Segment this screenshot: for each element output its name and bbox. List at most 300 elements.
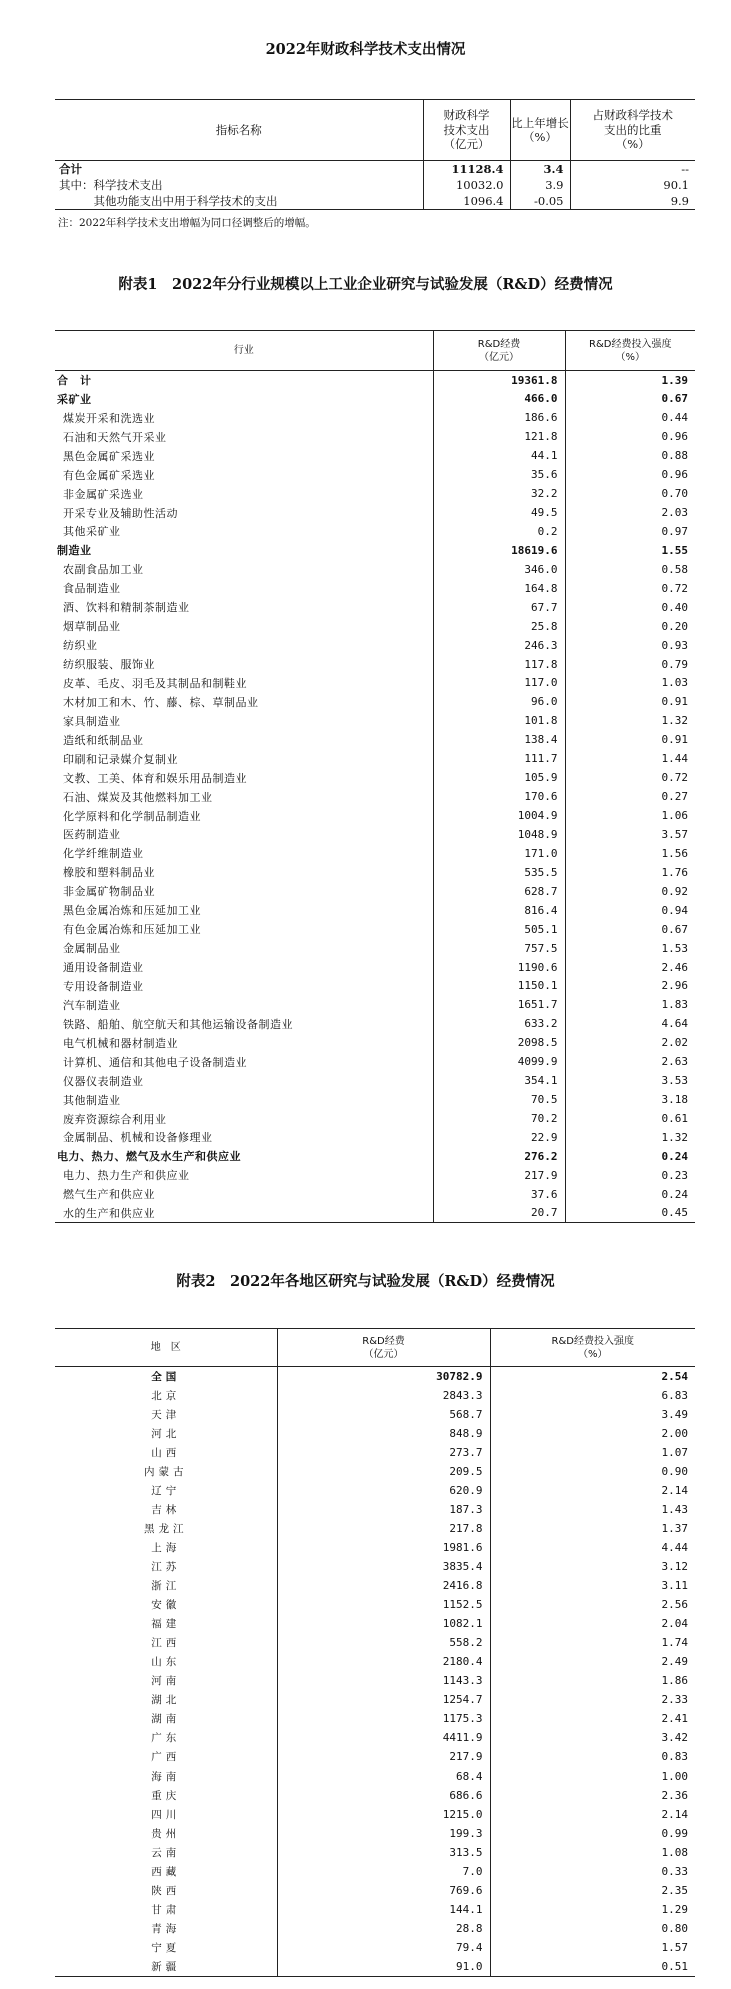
table-row xyxy=(55,177,695,193)
row-value: 0.33 xyxy=(490,1862,695,1881)
table-row xyxy=(55,711,695,730)
row-label: 海南 xyxy=(151,1770,181,1783)
row-label: 农副食品加工业 xyxy=(63,563,144,577)
row-value: 96.0 xyxy=(433,692,565,711)
row-value: 1.57 xyxy=(490,1938,695,1957)
row-value: 2.56 xyxy=(490,1595,695,1614)
row-value: 2.00 xyxy=(490,1424,695,1443)
row-label: 专用设备制造业 xyxy=(63,979,144,993)
table-row xyxy=(55,863,695,882)
row-value: 0.24 xyxy=(565,1147,695,1166)
appendix2-title: 附表2 2022年各地区研究与试验发展（R&D）经费情况 xyxy=(176,1273,555,1290)
row-value: -- xyxy=(570,161,695,178)
row-value: 466.0 xyxy=(433,389,565,408)
row-value: 28.8 xyxy=(277,1919,490,1938)
row-label: 皮革、毛皮、羽毛及其制品和制鞋业 xyxy=(63,676,247,690)
row-value: 0.94 xyxy=(565,901,695,920)
table-row xyxy=(55,844,695,863)
table-row xyxy=(55,1938,695,1957)
table-row xyxy=(55,1652,695,1671)
row-value: 4.64 xyxy=(565,1014,695,1033)
row-label: 电力、热力、燃气及水生产和供应业 xyxy=(57,1150,241,1164)
table-row xyxy=(55,995,695,1014)
row-value: 0.72 xyxy=(565,768,695,787)
row-label: 黑色金属矿采选业 xyxy=(63,449,155,463)
row-value: 1215.0 xyxy=(277,1805,490,1824)
row-value: 535.5 xyxy=(433,863,565,882)
row-label: 重庆 xyxy=(151,1789,181,1802)
row-label: 宁夏 xyxy=(151,1941,181,1954)
table-row xyxy=(55,1805,695,1824)
row-label: 湖南 xyxy=(151,1713,181,1726)
row-value: 558.2 xyxy=(277,1633,490,1652)
row-value: 0.96 xyxy=(565,427,695,446)
row-label: 纺织服装、服饰业 xyxy=(63,658,155,672)
row-label: 铁路、船舶、航空航天和其他运输设备制造业 xyxy=(63,1017,293,1031)
row-label: 福建 xyxy=(151,1618,181,1631)
row-value: 199.3 xyxy=(277,1824,490,1843)
row-label: 河北 xyxy=(151,1427,181,1440)
row-value: 633.2 xyxy=(433,1014,565,1033)
row-value: 686.6 xyxy=(277,1786,490,1805)
row-value: 1.37 xyxy=(490,1519,695,1538)
table-row xyxy=(55,598,695,617)
row-value: 32.2 xyxy=(433,484,565,503)
table-row xyxy=(55,541,695,560)
table-row xyxy=(55,1824,695,1843)
row-value: 1.44 xyxy=(565,749,695,768)
row-value: 1254.7 xyxy=(277,1690,490,1709)
table-row xyxy=(55,1671,695,1690)
row-value: 0.93 xyxy=(565,636,695,655)
row-label: 造纸和纸制品业 xyxy=(63,733,144,747)
row-value: 848.9 xyxy=(277,1424,490,1443)
row-value: 568.7 xyxy=(277,1405,490,1424)
table-row xyxy=(55,1881,695,1900)
row-value: 67.7 xyxy=(433,598,565,617)
row-value: 2.36 xyxy=(490,1786,695,1805)
row-value: 101.8 xyxy=(433,711,565,730)
row-value: 1.74 xyxy=(490,1633,695,1652)
row-value: 2098.5 xyxy=(433,1033,565,1052)
row-value: 1004.9 xyxy=(433,806,565,825)
row-label: 四川 xyxy=(151,1808,181,1821)
row-value: 2.49 xyxy=(490,1652,695,1671)
table-row xyxy=(55,161,695,178)
row-value: 3.12 xyxy=(490,1557,695,1576)
table-note: 注：2022年科学技术支出增幅为同口径调整后的增幅。 xyxy=(58,217,316,229)
row-label: 石油、煤炭及其他燃料加工业 xyxy=(63,790,213,804)
row-label: 采矿业 xyxy=(57,392,92,406)
table-row xyxy=(55,1405,695,1424)
table-row xyxy=(55,1900,695,1919)
row-value: 1096.4 xyxy=(423,193,510,210)
row-label: 合 计 xyxy=(57,374,92,388)
row-value: 2.14 xyxy=(490,1805,695,1824)
table-row xyxy=(55,193,695,210)
row-value: 2.96 xyxy=(565,977,695,996)
row-label: 燃气生产和供应业 xyxy=(63,1188,155,1202)
table-header-row xyxy=(55,331,695,371)
row-value: 1143.3 xyxy=(277,1671,490,1690)
row-label: 化学原料和化学制品制造业 xyxy=(63,809,201,823)
table-row xyxy=(55,1557,695,1576)
row-value: 30782.9 xyxy=(277,1367,490,1386)
row-label: 西藏 xyxy=(151,1865,181,1878)
row-value: 138.4 xyxy=(433,730,565,749)
row-label: 其他制造业 xyxy=(63,1093,121,1107)
row-label: 云南 xyxy=(151,1846,181,1859)
row-label: 山西 xyxy=(151,1446,181,1459)
table-row xyxy=(55,1109,695,1128)
table-row xyxy=(55,371,695,390)
row-value: 346.0 xyxy=(433,560,565,579)
row-value: 117.8 xyxy=(433,655,565,674)
row-label: 电气机械和器材制造业 xyxy=(63,1036,178,1050)
row-value: 0.23 xyxy=(565,1166,695,1185)
row-value: 3.49 xyxy=(490,1405,695,1424)
row-value: 1175.3 xyxy=(277,1709,490,1728)
row-value: 0.91 xyxy=(565,730,695,749)
table-row xyxy=(55,1595,695,1614)
header-share: 占财政科学技术 支出的比重 （%） xyxy=(570,100,695,161)
table-row xyxy=(55,1786,695,1805)
row-value: 170.6 xyxy=(433,787,565,806)
row-value: 44.1 xyxy=(433,446,565,465)
row-value: 0.91 xyxy=(565,692,695,711)
row-label: 湖北 xyxy=(151,1694,181,1707)
row-value: 0.2 xyxy=(433,522,565,541)
row-label: 贵州 xyxy=(151,1827,181,1840)
row-value: 70.5 xyxy=(433,1090,565,1109)
header-rd-expenditure: R&D经费 （亿元） xyxy=(433,331,565,371)
row-value: 1981.6 xyxy=(277,1538,490,1557)
table-row xyxy=(55,977,695,996)
row-value: 4099.9 xyxy=(433,1052,565,1071)
row-value: 3.57 xyxy=(565,825,695,844)
row-value: 2416.8 xyxy=(277,1576,490,1595)
row-value: 0.61 xyxy=(565,1109,695,1128)
row-value: 1.83 xyxy=(565,995,695,1014)
row-label: 青海 xyxy=(151,1922,181,1935)
table-row xyxy=(55,465,695,484)
row-label: 其中：科学技术支出 xyxy=(59,178,163,192)
row-value: 0.20 xyxy=(565,617,695,636)
table-row xyxy=(55,1538,695,1557)
table-row xyxy=(55,1843,695,1862)
row-value: 68.4 xyxy=(277,1766,490,1785)
row-value: 1.07 xyxy=(490,1443,695,1462)
row-value: 757.5 xyxy=(433,939,565,958)
row-value: 70.2 xyxy=(433,1109,565,1128)
row-label: 辽宁 xyxy=(151,1484,181,1497)
row-value: 18619.6 xyxy=(433,541,565,560)
table-row xyxy=(55,1576,695,1595)
table-row xyxy=(55,882,695,901)
appendix1-title: 附表1 2022年分行业规模以上工业企业研究与试验发展（R&D）经费情况 xyxy=(118,276,613,293)
table-row xyxy=(55,503,695,522)
row-label: 陕西 xyxy=(151,1884,181,1897)
row-value: 1.06 xyxy=(565,806,695,825)
row-label: 其他采矿业 xyxy=(63,525,121,539)
row-value: 1.53 xyxy=(565,939,695,958)
row-label: 纺织业 xyxy=(63,639,98,653)
row-label: 医药制造业 xyxy=(63,828,121,842)
table-row xyxy=(55,787,695,806)
row-label: 印刷和记录媒介复制业 xyxy=(63,752,178,766)
row-label: 全国 xyxy=(151,1370,181,1383)
row-value: 1150.1 xyxy=(433,977,565,996)
row-label: 山东 xyxy=(151,1656,181,1669)
row-label: 上海 xyxy=(151,1541,181,1554)
row-value: 9.9 xyxy=(570,193,695,210)
row-value: 2.35 xyxy=(490,1881,695,1900)
row-value: 2.41 xyxy=(490,1709,695,1728)
table-row xyxy=(55,636,695,655)
row-value: 0.99 xyxy=(490,1824,695,1843)
table-row xyxy=(55,1690,695,1709)
row-value: 217.9 xyxy=(433,1166,565,1185)
row-value: 505.1 xyxy=(433,920,565,939)
row-value: 0.96 xyxy=(565,465,695,484)
row-value: 0.80 xyxy=(490,1919,695,1938)
row-value: 2843.3 xyxy=(277,1386,490,1405)
row-label: 甘肃 xyxy=(151,1903,181,1916)
header-rd-intensity: R&D经费投入强度 （%） xyxy=(565,331,695,371)
row-label: 合计 xyxy=(59,162,82,176)
row-value: 209.5 xyxy=(277,1462,490,1481)
row-label: 河南 xyxy=(151,1675,181,1688)
row-value: 3.4 xyxy=(510,161,570,178)
table-row xyxy=(55,901,695,920)
row-value: 79.4 xyxy=(277,1938,490,1957)
row-value: 4.44 xyxy=(490,1538,695,1557)
table-row xyxy=(55,1014,695,1033)
table-row xyxy=(55,446,695,465)
table-row xyxy=(55,1386,695,1405)
row-value: 7.0 xyxy=(277,1862,490,1881)
row-value: 111.7 xyxy=(433,749,565,768)
row-value: 0.79 xyxy=(565,655,695,674)
table-header-row xyxy=(55,100,695,161)
row-value: 2.54 xyxy=(490,1367,695,1386)
row-value: 2.04 xyxy=(490,1614,695,1633)
row-label: 天津 xyxy=(151,1408,181,1421)
row-label: 制造业 xyxy=(57,544,92,558)
fiscal-tech-expenditure-table xyxy=(55,99,695,210)
row-label: 橡胶和塑料制品业 xyxy=(63,866,155,880)
row-value: 3.53 xyxy=(565,1071,695,1090)
row-label: 其他功能支出中用于科学技术的支出 xyxy=(59,194,278,208)
row-value: 1.55 xyxy=(565,541,695,560)
row-label: 开采专业及辅助性活动 xyxy=(63,506,178,520)
page-title: 2022年财政科学技术支出情况 xyxy=(265,41,466,58)
header-region: 地 区 xyxy=(150,1342,181,1353)
table-row xyxy=(55,1766,695,1785)
row-label: 金属制品业 xyxy=(63,942,121,956)
table-row xyxy=(55,749,695,768)
row-label: 水的生产和供应业 xyxy=(63,1206,155,1220)
row-value: 0.83 xyxy=(490,1747,695,1766)
row-label: 吉林 xyxy=(151,1503,181,1516)
table-row xyxy=(55,1957,695,1976)
row-value: 1152.5 xyxy=(277,1595,490,1614)
header-indicator-name: 指标名称 xyxy=(215,122,262,137)
row-value: 3.42 xyxy=(490,1728,695,1747)
table-row xyxy=(55,617,695,636)
row-label: 黑色金属冶炼和压延加工业 xyxy=(63,904,201,918)
row-value: 0.24 xyxy=(565,1185,695,1204)
row-value: 276.2 xyxy=(433,1147,565,1166)
row-label: 内蒙古 xyxy=(144,1465,188,1478)
row-value: 816.4 xyxy=(433,901,565,920)
table-row xyxy=(55,408,695,427)
row-value: 0.40 xyxy=(565,598,695,617)
row-value: 2180.4 xyxy=(277,1652,490,1671)
row-value: 769.6 xyxy=(277,1881,490,1900)
header-growth: 比上年增长 （%） xyxy=(510,100,570,161)
row-value: 217.8 xyxy=(277,1519,490,1538)
row-label: 浙江 xyxy=(151,1580,181,1593)
table-row xyxy=(55,1519,695,1538)
table-row xyxy=(55,1614,695,1633)
table-row xyxy=(55,1462,695,1481)
row-label: 广东 xyxy=(151,1732,181,1745)
table-row xyxy=(55,1128,695,1147)
row-value: 1.56 xyxy=(565,844,695,863)
row-label: 有色金属冶炼和压延加工业 xyxy=(63,923,201,937)
row-value: 117.0 xyxy=(433,674,565,693)
row-value: 1.08 xyxy=(490,1843,695,1862)
table-row xyxy=(55,1166,695,1185)
row-value: 37.6 xyxy=(433,1185,565,1204)
table-row xyxy=(55,1709,695,1728)
row-value: 0.58 xyxy=(565,560,695,579)
row-value: 1.32 xyxy=(565,711,695,730)
row-value: 186.6 xyxy=(433,408,565,427)
table-row xyxy=(55,1147,695,1166)
row-label: 北京 xyxy=(151,1389,181,1402)
row-value: 1.03 xyxy=(565,674,695,693)
row-label: 安徽 xyxy=(151,1599,181,1612)
row-value: 0.51 xyxy=(490,1957,695,1976)
table-row xyxy=(55,1919,695,1938)
row-value: 121.8 xyxy=(433,427,565,446)
table-row xyxy=(55,560,695,579)
row-label: 通用设备制造业 xyxy=(63,961,144,975)
table-row xyxy=(55,1728,695,1747)
table-row xyxy=(55,1185,695,1204)
table-row xyxy=(55,958,695,977)
row-label: 广西 xyxy=(151,1751,181,1764)
row-value: 19361.8 xyxy=(433,371,565,390)
header-rd-intensity: R&D经费投入强度 （%） xyxy=(490,1329,695,1367)
row-value: 1.32 xyxy=(565,1128,695,1147)
row-value: 0.45 xyxy=(565,1204,695,1223)
row-label: 文教、工美、体育和娱乐用品制造业 xyxy=(63,771,247,785)
row-value: 1.29 xyxy=(490,1900,695,1919)
table-row xyxy=(55,1633,695,1652)
table-row xyxy=(55,825,695,844)
row-value: 313.5 xyxy=(277,1843,490,1862)
row-value: 171.0 xyxy=(433,844,565,863)
row-value: 0.67 xyxy=(565,920,695,939)
row-label: 电力、热力生产和供应业 xyxy=(63,1169,190,1183)
table-header-row xyxy=(55,1329,695,1367)
row-value: 1082.1 xyxy=(277,1614,490,1633)
industry-rd-table xyxy=(55,330,695,1223)
table-row xyxy=(55,939,695,958)
row-value: 22.9 xyxy=(433,1128,565,1147)
table-row xyxy=(55,1033,695,1052)
row-value: 0.27 xyxy=(565,787,695,806)
row-value: 0.72 xyxy=(565,579,695,598)
table-row xyxy=(55,768,695,787)
row-value: -0.05 xyxy=(510,193,570,210)
row-label: 烟草制品业 xyxy=(63,620,121,634)
row-value: 0.90 xyxy=(490,1462,695,1481)
row-value: 3.9 xyxy=(510,177,570,193)
row-label: 有色金属矿采选业 xyxy=(63,468,155,482)
row-label: 化学纤维制造业 xyxy=(63,847,144,861)
row-label: 非金属矿物制品业 xyxy=(63,885,155,899)
row-value: 1651.7 xyxy=(433,995,565,1014)
table-row xyxy=(55,1071,695,1090)
row-label: 废弃资源综合利用业 xyxy=(63,1112,167,1126)
table-row xyxy=(55,920,695,939)
table-row xyxy=(55,655,695,674)
table-row xyxy=(55,484,695,503)
row-value: 25.8 xyxy=(433,617,565,636)
row-value: 2.46 xyxy=(565,958,695,977)
row-value: 620.9 xyxy=(277,1481,490,1500)
row-value: 20.7 xyxy=(433,1204,565,1223)
table-row xyxy=(55,806,695,825)
row-value: 1.76 xyxy=(565,863,695,882)
table-row xyxy=(55,1443,695,1462)
table-row xyxy=(55,1500,695,1519)
table-row xyxy=(55,730,695,749)
header-rd-expenditure: R&D经费 （亿元） xyxy=(277,1329,490,1367)
row-label: 金属制品、机械和设备修理业 xyxy=(63,1131,213,1145)
row-value: 0.70 xyxy=(565,484,695,503)
row-label: 煤炭开采和洗选业 xyxy=(63,411,155,425)
row-label: 汽车制造业 xyxy=(63,998,121,1012)
table-row xyxy=(55,427,695,446)
table-row xyxy=(55,1090,695,1109)
row-value: 2.14 xyxy=(490,1481,695,1500)
table-row xyxy=(55,1481,695,1500)
row-value: 0.97 xyxy=(565,522,695,541)
row-label: 木材加工和木、竹、藤、棕、草制品业 xyxy=(63,695,259,709)
row-value: 2.03 xyxy=(565,503,695,522)
header-industry: 行业 xyxy=(233,345,254,356)
row-value: 144.1 xyxy=(277,1900,490,1919)
row-label: 计算机、通信和其他电子设备制造业 xyxy=(63,1055,247,1069)
row-value: 1.86 xyxy=(490,1671,695,1690)
row-value: 217.9 xyxy=(277,1747,490,1766)
row-label: 仪器仪表制造业 xyxy=(63,1074,144,1088)
row-value: 3.18 xyxy=(565,1090,695,1109)
row-value: 273.7 xyxy=(277,1443,490,1462)
table-row xyxy=(55,1747,695,1766)
row-label: 酒、饮料和精制茶制造业 xyxy=(63,601,190,615)
row-label: 食品制造业 xyxy=(63,582,121,596)
row-value: 2.63 xyxy=(565,1052,695,1071)
row-value: 1190.6 xyxy=(433,958,565,977)
row-value: 187.3 xyxy=(277,1500,490,1519)
row-label: 江西 xyxy=(151,1637,181,1650)
